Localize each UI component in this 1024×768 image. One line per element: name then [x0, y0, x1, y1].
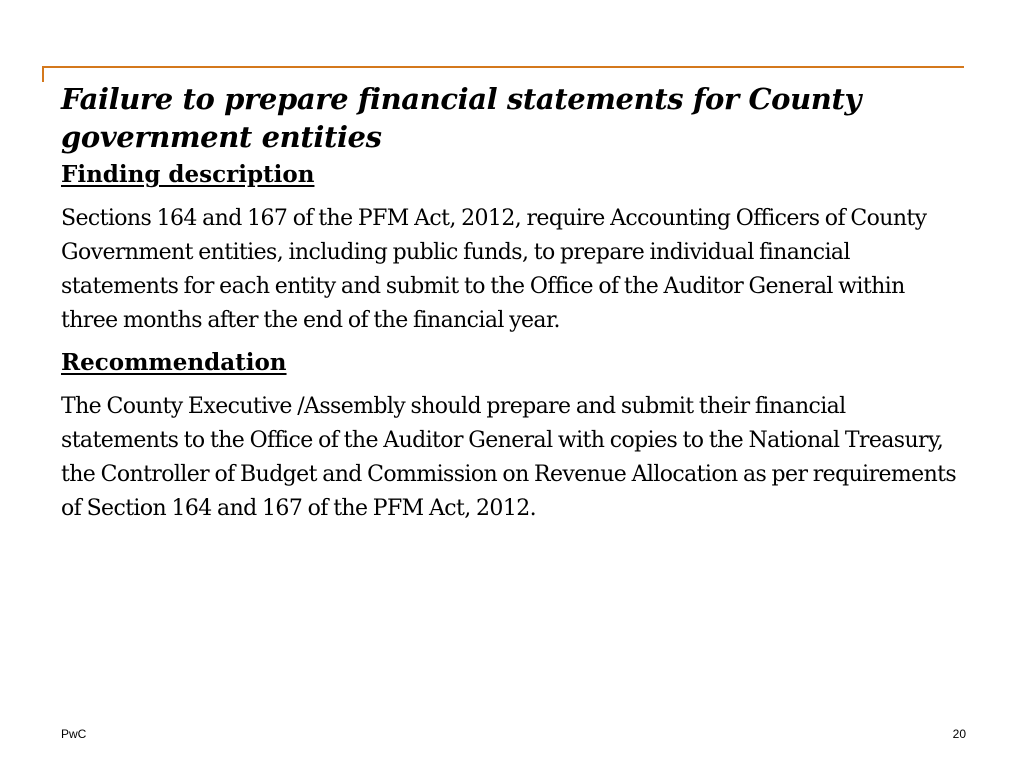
finding-description-text: Sections 164 and 167 of the PFM Act, 2012, require Accounting Officers of County Government entities, including public funds, to prepare individual financial statements for each entity and submit to the Office of the Auditor General within three months after the end of the financial year.	[61, 206, 927, 333]
finding-description-heading: Finding description	[61, 161, 315, 188]
header-accent-tick	[42, 66, 44, 82]
page-number: 20	[952, 727, 966, 741]
slide-content	[61, 80, 961, 526]
slide-title: Failure to prepare financial statements for County government entities	[61, 82, 861, 154]
recommendation-text: The County Executive /Assembly should prepare and submit their financial statements to the Office of the Auditor General with copies to the National Treasury, the Controller of Budget and Commission on Revenue Allocation as per requirements of Section 164 and 167 of the PFM Act, 2012.	[61, 394, 957, 521]
footer-brand: PwC	[61, 727, 87, 741]
header-accent-rule	[42, 66, 964, 68]
recommendation-heading: Recommendation	[61, 349, 287, 376]
